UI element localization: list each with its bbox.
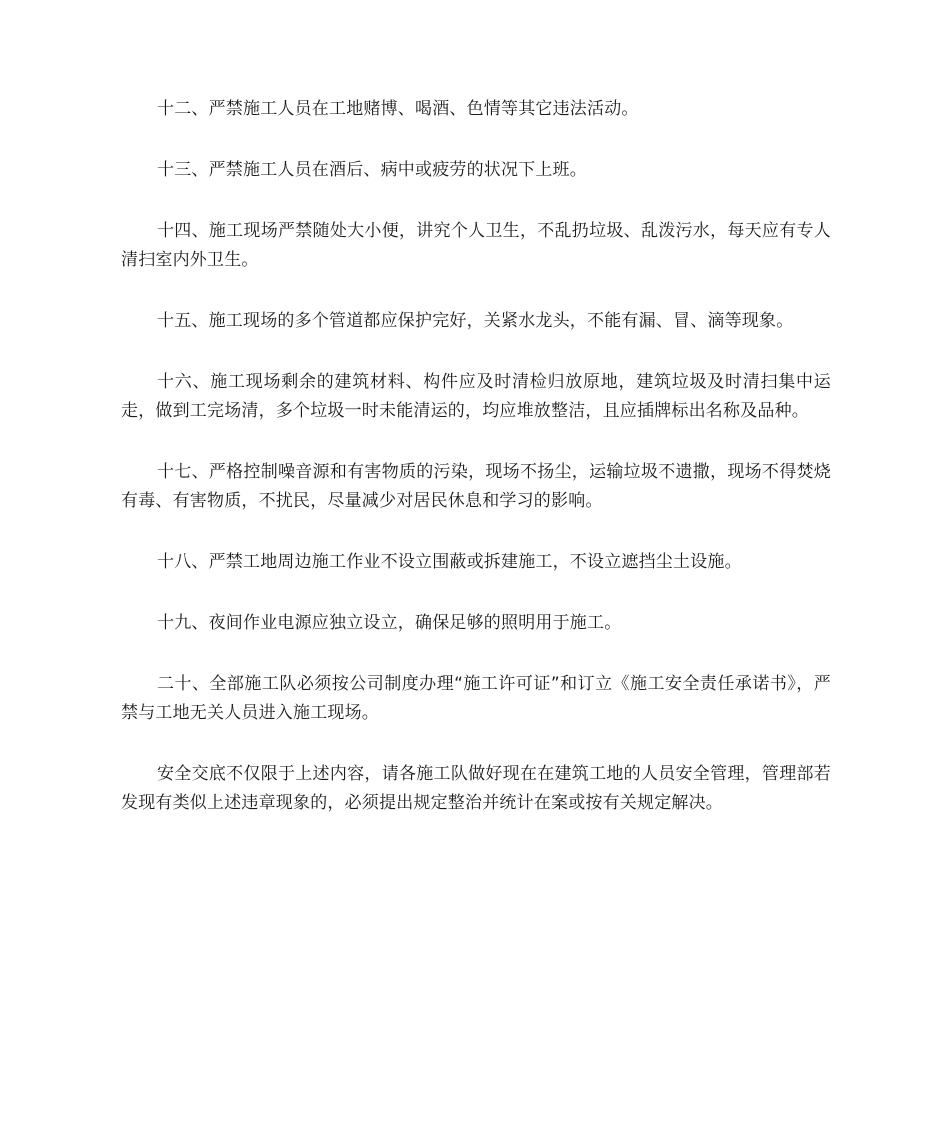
- paragraph-rule-20: 二十、全部施工队必须按公司制度办理“施工许可证”和订立《施工安全责任承诺书》，严禁与工地无关人员进入施工现场。: [121, 674, 831, 723]
- document-body: [121, 95, 831, 850]
- paragraph-rule-12: 十二、严禁施工人员在工地赌博、喝酒、色情等其它违法活动。: [157, 99, 639, 119]
- paragraph-rule-14: 十四、施工现场严禁随处大小便，讲究个人卫生，不乱扔垃圾、乱泼污水，每天应有专人清扫室内外卫生。: [121, 221, 831, 270]
- paragraph-rule-19: 十九、夜间作业电源应独立设立，确保足够的照明用于施工。: [157, 613, 622, 633]
- paragraph-rule-15: 十五、施工现场的多个管道都应保护完好，关紧水龙头，不能有漏、冒、滴等现象。: [157, 311, 794, 331]
- paragraph-closing-note: 安全交底不仅限于上述内容，请各施工队做好现在在建筑工地的人员安全管理，管理部若发现有类似上述违章现象的，必须提出规定整治并统计在案或按有关规定解决。: [121, 764, 831, 813]
- paragraph-rule-16: 十六、施工现场剩余的建筑材料、构件应及时清检归放原地，建筑垃圾及时清扫集中运走，做到工完场清，多个垃圾一时未能清运的，均应堆放整洁，且应插牌标出名称及品种。: [121, 372, 831, 421]
- paragraph-rule-18: 十八、严禁工地周边施工作业不设立围蔽或拆建施工，不设立遮挡尘土设施。: [157, 552, 742, 572]
- paragraph-rule-13: 十三、严禁施工人员在酒后、病中或疲劳的状况下上班。: [157, 160, 587, 180]
- paragraph-rule-17: 十七、严格控制噪音源和有害物质的污染，现场不扬尘，运输垃圾不遗撒，现场不得焚烧有毒、有害物质，不扰民，尽量减少对居民休息和学习的影响。: [121, 462, 831, 511]
